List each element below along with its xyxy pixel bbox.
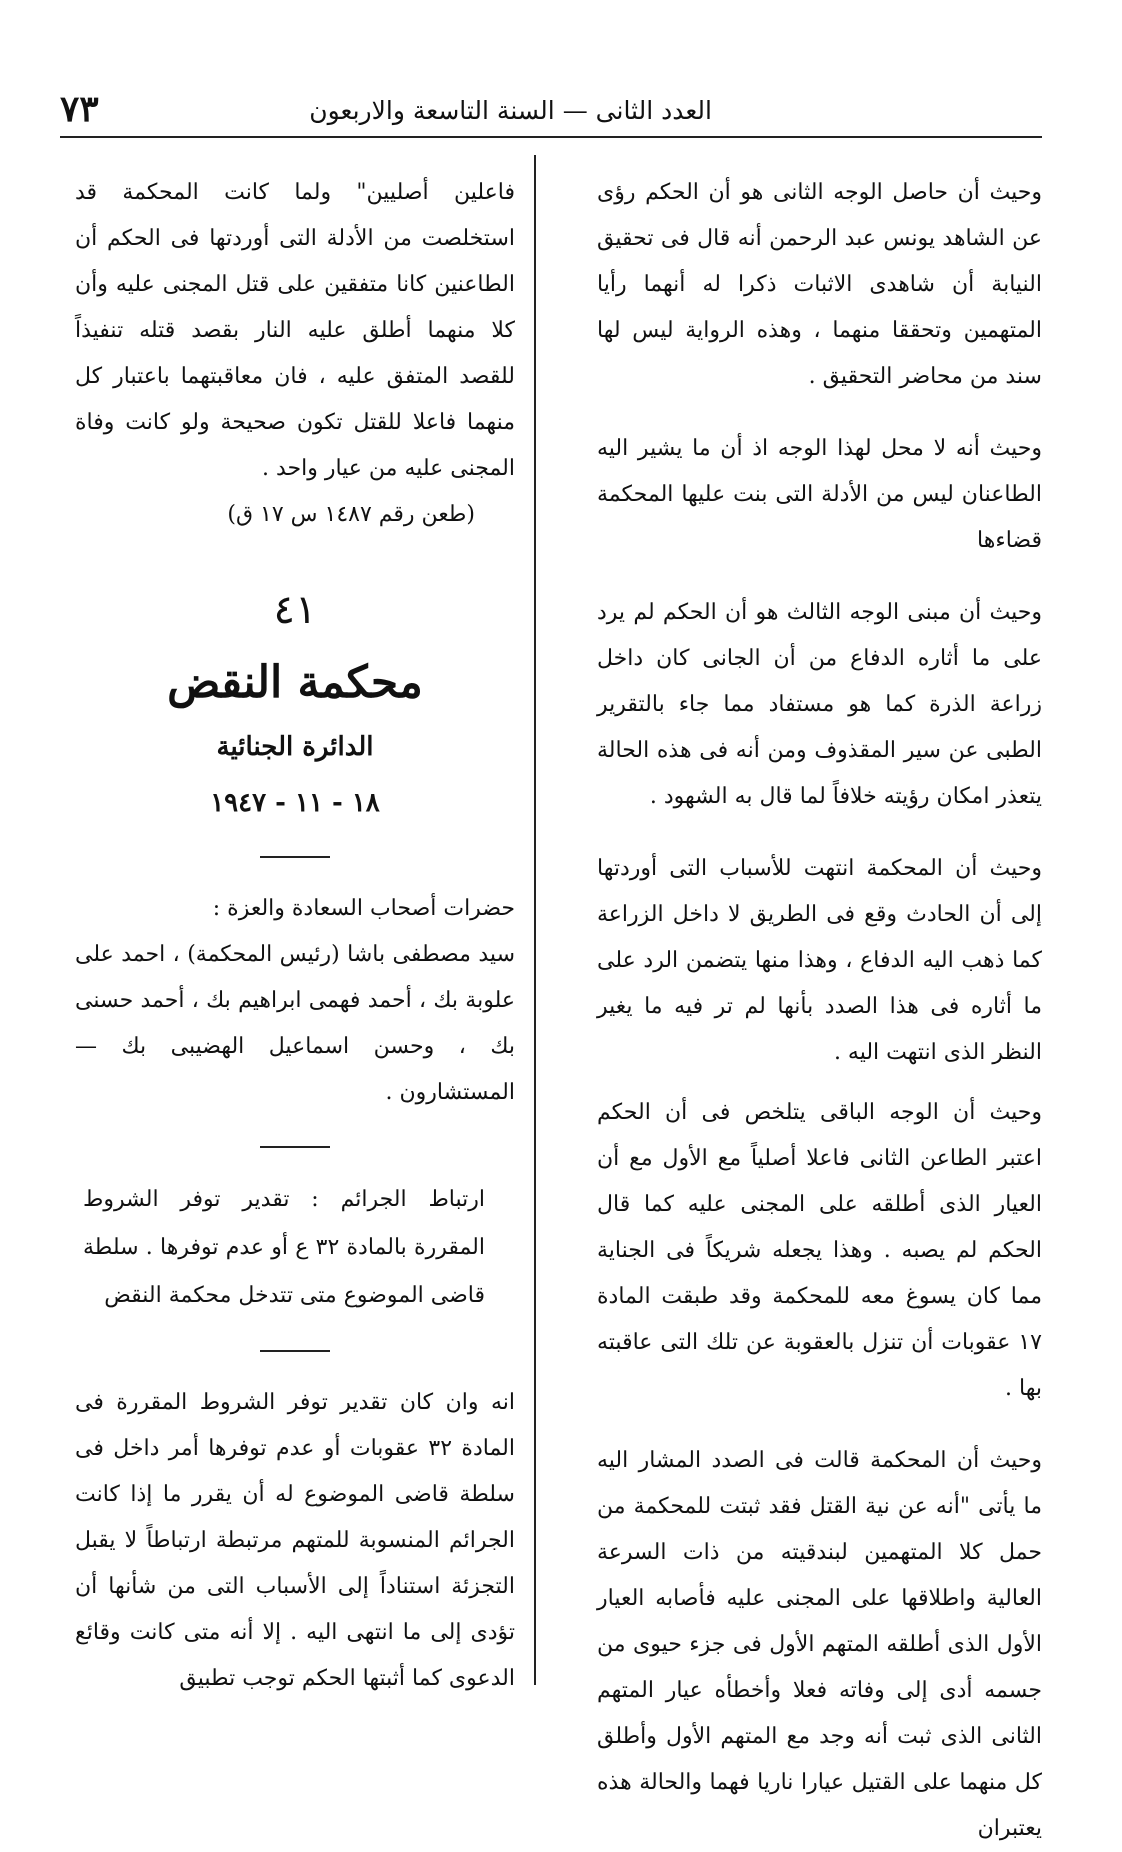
case-summary: ارتباط الجرائم : تقدير توفر الشروط المقررة بالمادة ٣٢ ع أو عدم توفرها . سلطة قاضى الموضوع متى تتدخل محكمة النقض [83, 1187, 485, 1308]
section-rule [260, 856, 330, 858]
paragraph-continuation: فاعلين أصليين" ولما كانت المحكمة قد استخلصت من الأدلة التى أوردتها فى الحكم أن الطاعنين كانا متفقين على قتل المجنى عليه وأن كلا منهما أطلق عليه النار بقصد قتله تنفيذاً للقصد المتفق عليه ، فان معاقبتهما باعتبار كل منهما فاعلا للقتل تكون صحيحة ولو كانت وفاة المجنى عليه من عيار واحد . [75, 180, 516, 481]
paragraph: وحيث أن المحكمة انتهت للأسباب التى أوردتها إلى أن الحادث وقع فى الطريق لا داخل الزراعة كما ذهب اليه الدفاع ، وهذا منها يتضمن الرد على ما أثاره فى هذا الصدد بأنها لم تر فيه ما يغير النظر الذى انتهت اليه . [597, 856, 1042, 1065]
section-rule [260, 1350, 330, 1352]
column-divider [534, 155, 536, 1685]
appeal-citation: (طعن رقم ١٤٨٧ س ١٧ ق) [227, 502, 475, 527]
paragraph: وحيث أن الوجه الباقى يتلخص فى أن الحكم اعتبر الطاعن الثانى فاعلا أصلياً مع الأول مع أن العيار الذى أطلقه على المجنى عليه كما قال الحكم لم يصبه . وهذا يجعله شريكاً فى الجناية مما كان يسوغ معه للمحكمة وقد طبقت المادة ١٧ عقوبات أن تنزل بالعقوبة عن تلك التى عاقبته بها . [597, 1100, 1042, 1401]
page-header [60, 88, 1042, 138]
left-column [75, 170, 515, 1702]
paragraph: وحيث أن المحكمة قالت فى الصدد المشار اليه ما يأتى "أنه عن نية القتل فقد ثبتت للمحكمة من حمل كلا المتهمين لبندقيته من ذات السرعة العالية واطلاقها على المجنى عليه فأصابه العيار الأول الذى أطلقه المتهم الأول فى جزء حيوى من جسمه أدى إلى وفاته فعلا وأخطأه عيار المتهم الثانى الذى ثبت أنه وجد مع المتهم الأول وأطلق كل منهما على القتيل عيارا ناريا فهما والحالة هذه يعتبران [597, 1448, 1042, 1841]
judgment-date: ١٨ - ١١ - ١٩٤٧ [210, 788, 380, 818]
paragraph: وحيث أن مبنى الوجه الثالث هو أن الحكم لم يرد على ما أثاره الدفاع من أن الجانى كان داخل زراعة الذرة كما هو مستفاد مما جاء بالتقرير الطبى عن سير المقذوف ومن أنه فى هذه الحالة يتعذر امكان رؤيته خلافاً لما قال به الشهود . [597, 600, 1042, 809]
paragraph: وحيث أنه لا محل لهذا الوجه اذ أن ما يشير اليه الطاعنان ليس من الأدلة التى بنت عليها المحكمة قضاءها [597, 436, 1042, 553]
section-rule [260, 1146, 330, 1148]
right-column [597, 170, 1042, 1852]
bench-title: حضرات أصحاب السعادة والعزة : [212, 896, 515, 921]
chamber-name: الدائرة الجنائية [216, 732, 374, 762]
running-title: العدد الثانى — السنة التاسعة والاربعون [309, 96, 712, 125]
bench-members: سيد مصطفى باشا (رئيس المحكمة) ، احمد على علوبة بك ، أحمد فهمى ابراهيم بك ، أحمد حسنى بك ، وحسن اسماعيل الهضيبى بك — المستشارون . [75, 942, 515, 1105]
case-number: ٤١ [273, 587, 317, 633]
court-name: محكمة النقض [167, 657, 423, 708]
page-number: ٧٣ [60, 88, 99, 130]
paragraph: وحيث أن حاصل الوجه الثانى هو أن الحكم رؤى عن الشاهد يونس عبد الرحمن أنه قال فى تحقيق النيابة أن شاهدى الاثبات ذكرا له أنهما رأيا المتهمين وتحققا منهما ، وهذه الرواية ليس لها سند من محاضر التحقيق . [597, 180, 1042, 389]
legal-principle: انه وان كان تقدير توفر الشروط المقررة فى المادة ٣٢ عقوبات أو عدم توفرها أمر داخل فى سلطة قاضى الموضوع له أن يقرر ما إذا كانت الجرائم المنسوبة للمتهم مرتبطة ارتباطاً لا يقبل التجزئة استناداً إلى الأسباب التى من شأنها أن تؤدى إلى ما انتهى اليه . إلا أنه متى كانت وقائع الدعوى كما أثبتها الحكم توجب تطبيق [75, 1390, 515, 1691]
